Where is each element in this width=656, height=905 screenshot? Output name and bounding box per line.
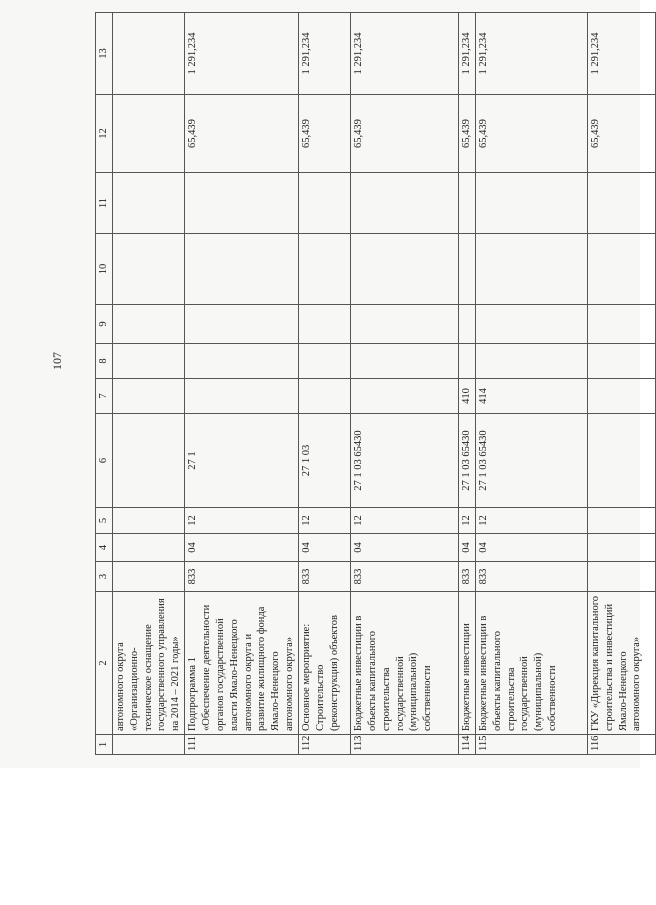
target-article-cell: 27 1 03 65430 [351,414,459,508]
name-cell: Бюджетные инвестиции в объекты капитального строительства государственной (муниципальной) собственности [475,592,587,735]
amount-cell: 65,439 [459,95,476,173]
header-cell: 12 [96,95,113,173]
header-cell: 8 [96,344,113,379]
table-row [459,13,476,755]
code-cell [587,562,655,592]
code-cell [112,562,184,592]
subsection-cell: 12 [351,508,459,534]
table-body [96,13,656,755]
header-cell: 2 [96,592,113,735]
row-number-cell [112,735,184,755]
name-cell: автономного округа «Организационно-техническое оснащение государственного управления на 2014 – 2021 годы» [112,592,184,735]
target-article-cell: 27 1 [185,414,299,508]
col8-cell [459,344,476,379]
subsection-cell [112,508,184,534]
col9-cell [351,305,459,344]
row-number-cell: 113 [351,735,459,755]
col9-cell [299,305,351,344]
header-cell: 9 [96,305,113,344]
target-article-cell: 27 1 03 65430 [475,414,587,508]
subsection-cell: 12 [475,508,587,534]
col8-cell [185,344,299,379]
name-cell: Бюджетные инвестиции в объекты капитального строительства государственной (муниципальной) собственности [351,592,459,735]
expense-type-cell [185,379,299,414]
table-row [112,13,184,755]
total-cell: 1 291,234 [351,13,459,95]
header-cell: 13 [96,13,113,95]
col10-cell [299,234,351,305]
code-cell: 833 [185,562,299,592]
expense-type-cell: 410 [459,379,476,414]
amount-cell: 65,439 [587,95,655,173]
page-number: 107 [50,352,64,370]
table-row [299,13,351,755]
expense-type-cell [112,379,184,414]
table-row [351,13,459,755]
total-cell: 1 291,234 [185,13,299,95]
row-number-cell: 116 [587,735,655,755]
col10-cell [112,234,184,305]
section-cell: 04 [185,534,299,562]
subsection-cell: 12 [459,508,476,534]
expense-type-cell [587,379,655,414]
section-cell: 04 [299,534,351,562]
subsection-cell: 12 [299,508,351,534]
code-cell: 833 [459,562,476,592]
section-cell: 04 [475,534,587,562]
col10-cell [351,234,459,305]
expense-type-cell [351,379,459,414]
header-cell: 4 [96,534,113,562]
header-cell: 3 [96,562,113,592]
col10-cell [459,234,476,305]
code-cell: 833 [299,562,351,592]
row-number-cell: 111 [185,735,299,755]
amount-cell: 65,439 [475,95,587,173]
table-row [475,13,587,755]
bottom-margin [0,768,640,905]
name-cell: Бюджетные инвестиции [459,592,476,735]
total-cell: 1 291,234 [587,13,655,95]
header-cell: 10 [96,234,113,305]
col8-cell [112,344,184,379]
code-cell: 833 [475,562,587,592]
row-number-cell: 115 [475,735,587,755]
subsection-cell: 12 [185,508,299,534]
amount-cell: 65,439 [351,95,459,173]
rotated-table-container [95,13,643,755]
col11-cell [587,173,655,234]
code-cell: 833 [351,562,459,592]
name-cell: Подпрограмма 1 «Обеспечение деятельности органов государственной власти Ямало-Ненецкого автономного округа и развитие жилищного фонда Ямало-Ненецкого автономного округа» [185,592,299,735]
row-number-cell: 112 [299,735,351,755]
section-cell [112,534,184,562]
header-cell: 6 [96,414,113,508]
amount-cell [112,95,184,173]
col11-cell [459,173,476,234]
amount-cell: 65,439 [299,95,351,173]
total-cell: 1 291,234 [459,13,476,95]
header-cell: 1 [96,735,113,755]
subsection-cell [587,508,655,534]
header-cell: 11 [96,173,113,234]
section-cell [587,534,655,562]
total-cell [112,13,184,95]
col11-cell [475,173,587,234]
col8-cell [299,344,351,379]
total-cell: 1 291,234 [475,13,587,95]
col11-cell [299,173,351,234]
name-cell: ГКУ «Дирекция капитального строительства и инвестиций Ямало-Ненецкого автономного округа» [587,592,655,735]
header-row [96,13,113,755]
col11-cell [185,173,299,234]
name-cell: Основное мероприятие: Строительство (реконструкция) объектов [299,592,351,735]
target-article-cell [587,414,655,508]
col11-cell [112,173,184,234]
expense-type-cell: 414 [475,379,587,414]
amount-cell: 65,439 [185,95,299,173]
target-article-cell: 27 1 03 [299,414,351,508]
col9-cell [185,305,299,344]
budget-table [95,12,656,755]
col11-cell [351,173,459,234]
target-article-cell: 27 1 03 65430 [459,414,476,508]
col8-cell [587,344,655,379]
row-number-cell: 114 [459,735,476,755]
target-article-cell [112,414,184,508]
col10-cell [587,234,655,305]
header-cell: 5 [96,508,113,534]
col10-cell [185,234,299,305]
col9-cell [459,305,476,344]
section-cell: 04 [351,534,459,562]
section-cell: 04 [459,534,476,562]
col9-cell [475,305,587,344]
header-cell: 7 [96,379,113,414]
table-row [185,13,299,755]
expense-type-cell [299,379,351,414]
col9-cell [112,305,184,344]
total-cell: 1 291,234 [299,13,351,95]
col9-cell [587,305,655,344]
col10-cell [475,234,587,305]
col8-cell [351,344,459,379]
col8-cell [475,344,587,379]
table-row [587,13,655,755]
